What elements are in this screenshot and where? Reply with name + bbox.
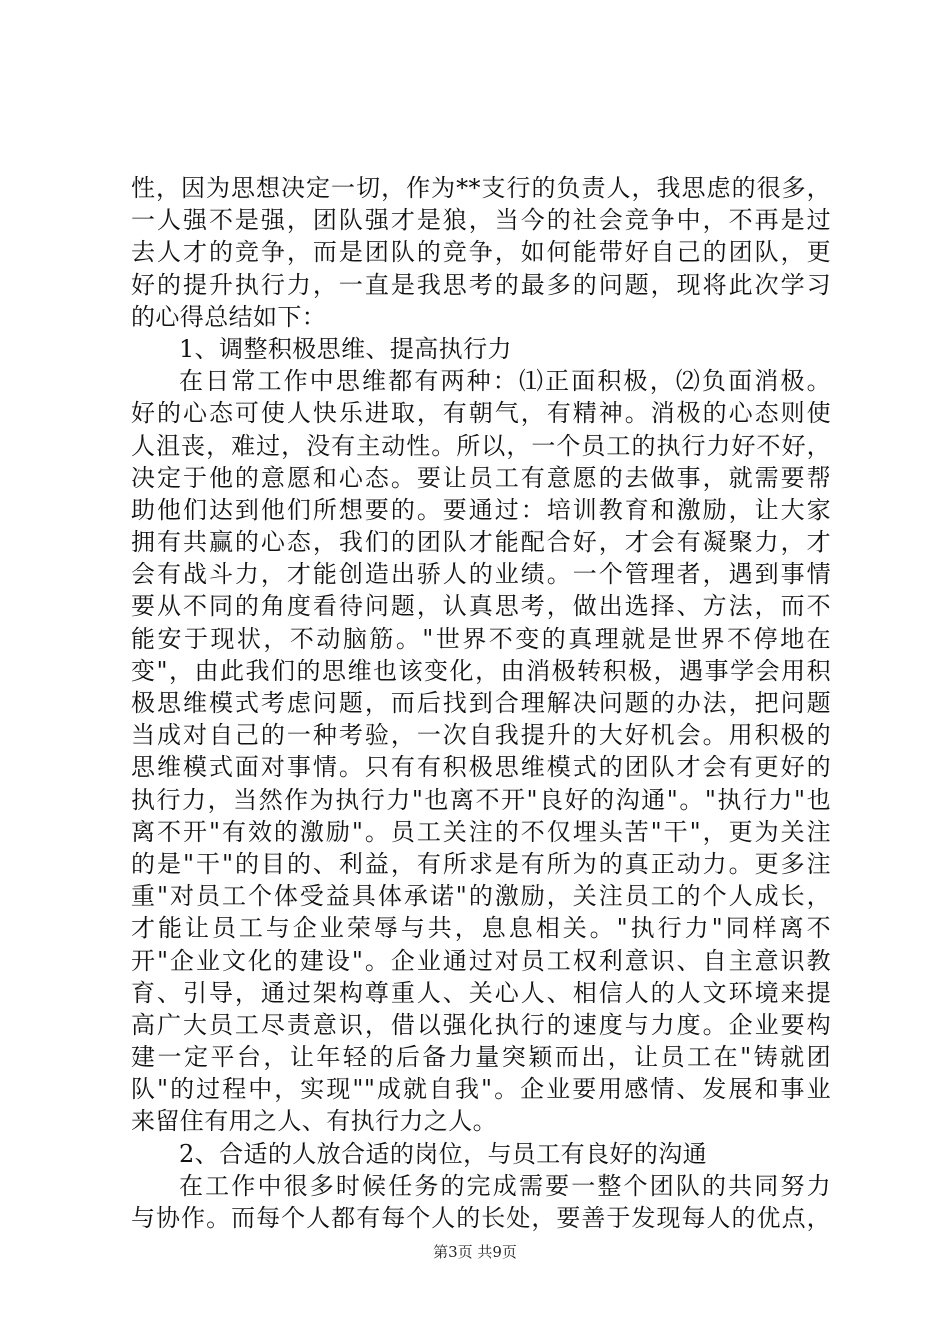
text-line: 2、合适的人放合适的岗位，与员工有良好的沟通 <box>179 1139 708 1168</box>
text-line: 育、引导，通过架构尊重人、关心人、相信人的人文环境来提 <box>131 978 831 1007</box>
text-line: 当成对自己的一种考验，一次自我提升的大好机会。用积极的 <box>131 721 831 750</box>
text-line: 思维模式面对事情。只有有积极思维模式的团队才会有更好的 <box>131 753 831 782</box>
text-line: 性，因为思想决定一切，作为**支行的负责人，我思虑的很多， <box>131 174 831 202</box>
text-line: 好的提升执行力，一直是我思考的最多的问题，现将此次学习 <box>131 270 831 299</box>
text-line: 人沮丧，难过，没有主动性。所以，一个员工的执行力好不好， <box>131 431 831 460</box>
text-line: 开"企业文化的建设"。企业通过对员工权利意识、自主意识教 <box>131 946 831 975</box>
text-line: 的心得总结如下： <box>131 302 327 331</box>
text-line: 在工作中很多时候任务的完成需要一整个团队的共同努力 <box>179 1171 831 1200</box>
text-line: 要从不同的角度看待问题，认真思考，做出选择、方法，而不 <box>131 592 831 621</box>
text-line: 一人强不是强，团队强才是狼，当今的社会竞争中，不再是过 <box>131 206 831 235</box>
text-line: 极思维模式考虑问题，而后找到合理解决问题的办法，把问题 <box>131 689 831 717</box>
text-line: 1、调整积极思维、提高执行力 <box>179 334 512 363</box>
text-line: 能安于现状，不动脑筋。"世界不变的真理就是世界不停地在 <box>131 624 831 653</box>
text-line: 在日常工作中思维都有两种：⑴正面积极，⑵负面消极。 <box>179 367 831 396</box>
text-line: 助他们达到他们所想要的。要通过：培训教育和激励，让大家 <box>131 495 831 524</box>
page-footer: 第3页 共9页 <box>433 1243 517 1261</box>
text-line: 去人才的竞争，而是团队的竞争，如何能带好自己的团队，更 <box>131 238 831 267</box>
text-line: 变"，由此我们的思维也该变化，由消极转积极，遇事学会用积 <box>131 656 831 685</box>
text-line: 离不开"有效的激励"。员工关注的不仅埋头苦"干"，更为关注 <box>131 817 831 846</box>
text-line: 好的心态可使人快乐进取，有朝气，有精神。消极的心态则使 <box>131 399 831 428</box>
text-line: 重"对员工个体受益具体承诺"的激励，关注员工的个人成长， <box>131 882 831 911</box>
text-line: 执行力，当然作为执行力"也离不开"良好的沟通"。"执行力"也 <box>131 785 831 814</box>
text-line: 队"的过程中，实现""成就自我"。企业要用感情、发展和事业 <box>131 1075 831 1104</box>
text-line: 拥有共赢的心态，我们的团队才能配合好，才会有凝聚力，才 <box>131 528 831 557</box>
document-body <box>131 172 831 1234</box>
text-line: 与协作。而每个人都有每个人的长处，要善于发现每人的优点， <box>131 1204 831 1232</box>
text-line: 建一定平台，让年轻的后备力量突颖而出，让员工在"铸就团 <box>131 1043 831 1072</box>
text-line: 高广大员工尽责意识，借以强化执行的速度与力度。企业要构 <box>131 1010 831 1039</box>
text-line: 才能让员工与企业荣辱与共，息息相关。"执行力"同样离不 <box>131 914 831 943</box>
text-line: 的是"干"的目的、利益，有所求是有所为的真正动力。更多注 <box>131 849 831 878</box>
text-line: 决定于他的意愿和心态。要让员工有意愿的去做事，就需要帮 <box>131 463 831 492</box>
text-line: 会有战斗力，才能创造出骄人的业绩。一个管理者，遇到事情 <box>131 560 831 589</box>
text-line: 来留住有用之人、有执行力之人。 <box>131 1107 497 1136</box>
